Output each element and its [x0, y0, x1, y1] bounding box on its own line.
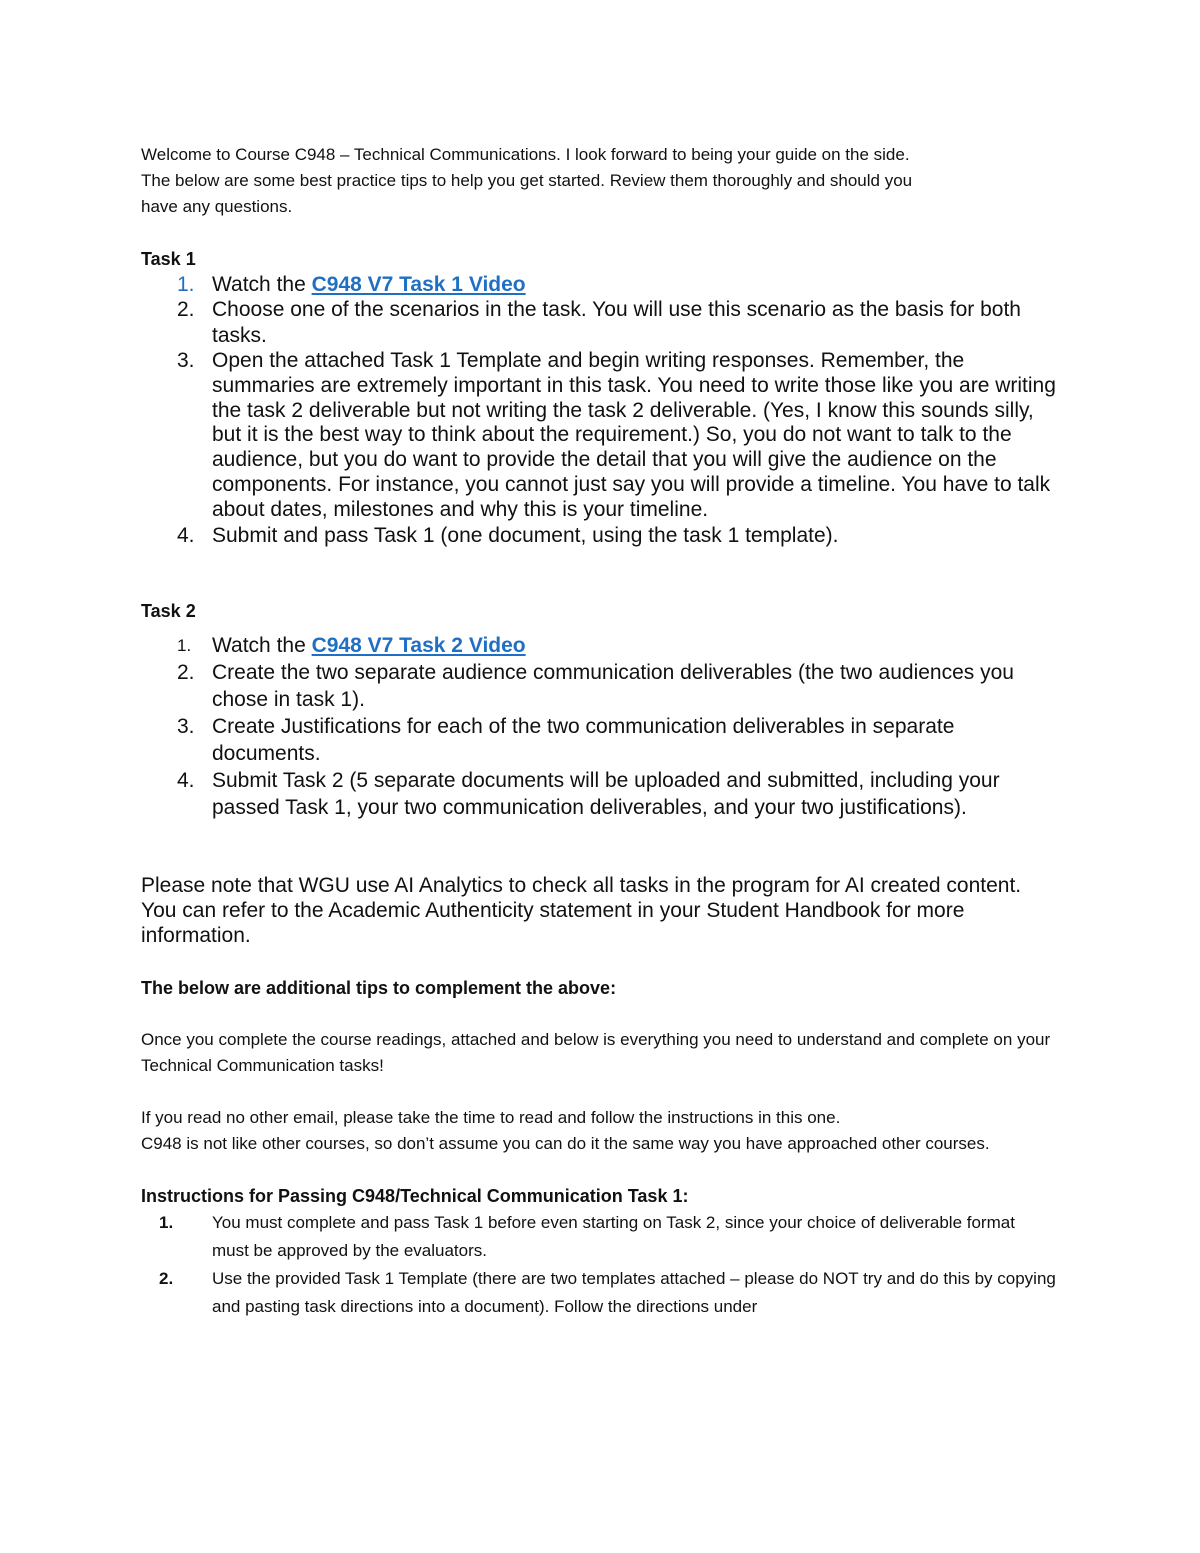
course-readings-paragraph: Once you complete the course readings, attached and below is everything you need to understand and complete on your Technical Communication tasks! [141, 1029, 1051, 1075]
spacer [141, 1079, 1056, 1105]
list-number: 1. [177, 635, 192, 655]
task2-item-3 [141, 713, 1056, 767]
ai-analytics-note: Please note that WGU use AI Analytics to check all tasks in the program for AI created content. You can refer to the Academic Authenticity statement in your Student Handbook for more information. [141, 873, 1022, 947]
task1-heading: Task 1 [141, 249, 196, 269]
task1-item-3 [141, 349, 1056, 523]
task2-item-1 [141, 632, 1056, 659]
spacer [141, 1001, 1056, 1027]
list-number: 1. [159, 1212, 174, 1232]
instruction-item-2 [141, 1265, 1056, 1321]
instructions-list [141, 1209, 1056, 1321]
list-number: 3. [177, 349, 195, 372]
item-text: Create the two separate audience communication deliverables (the two audiences you chose in task 1). [212, 660, 1014, 711]
additional-tips-heading: The below are additional tips to complement the above: [141, 977, 617, 998]
task2-heading: Task 2 [141, 600, 196, 621]
instruction-item-1 [141, 1209, 1056, 1265]
list-number: 4. [177, 768, 195, 792]
task2-item-2 [141, 659, 1056, 713]
list-number: 1. [177, 273, 195, 296]
spacer [141, 624, 1056, 632]
list-number: 3. [177, 714, 195, 738]
item-prefix: Watch the [212, 273, 312, 296]
document-body [141, 142, 1056, 1321]
task1-video-link[interactable]: C948 V7 Task 1 Video [311, 273, 526, 296]
spacer [141, 548, 1056, 598]
item-text: You must complete and pass Task 1 before even starting on Task 2, since your choice of deliverable format must be approved by the evaluators. [212, 1212, 1015, 1260]
item-text: Use the provided Task 1 Template (there are two templates attached – please do NOT try and do this by copying and pasting task directions into a document). Follow the directions under [212, 1268, 1056, 1316]
item-text: Create Justifications for each of the two communication deliverables in separate documents. [212, 714, 955, 765]
read-email-line: If you read no other email, please take the time to read and follow the instructions in this one. [141, 1107, 841, 1127]
item-text: Open the attached Task 1 Template and begin writing responses. Remember, the summaries are extremely important in this task. You need to write those like you are writing the task 2 deliverable but not writing the task 2 deliverable. (Yes, I know this sounds silly, but it is the best way to think about the requirement.) So, you do not want to talk to the audience, but you do want to provide the detail that you will give the audience on the components. For instance, you cannot just say you will provide a timeline. You have to talk about dates, milestones and why this is your timeline. [212, 349, 1056, 521]
instructions-heading: Instructions for Passing C948/Technical Communication Task 1: [141, 1185, 689, 1206]
spacer [141, 821, 1056, 873]
item-text: Choose one of the scenarios in the task. You will use this scenario as the basis for both tasks. [212, 298, 1021, 347]
intro-line-3: have any questions. [141, 197, 293, 216]
not-like-other-courses-line: C948 is not like other courses, so don’t assume you can do it the same way you have approached other courses. [141, 1133, 990, 1153]
list-number: 2. [177, 298, 195, 321]
intro-line-2: The below are some best practice tips to help you get started. Review them thoroughly and should you [141, 171, 913, 190]
item-text: Submit and pass Task 1 (one document, using the task 1 template). [212, 523, 839, 547]
task2-item-4 [141, 767, 1056, 821]
intro-paragraph [141, 142, 1056, 220]
intro-line-1: Welcome to Course C948 – Technical Communications. I look forward to being your guide on the side. [141, 145, 910, 164]
list-number: 2. [177, 660, 195, 684]
item-prefix: Watch the [212, 633, 312, 657]
task1-list [141, 272, 1056, 548]
task2-video-link[interactable]: C948 V7 Task 2 Video [311, 633, 526, 657]
task1-item-2 [141, 297, 1056, 349]
task2-list [141, 632, 1056, 821]
spacer [141, 1157, 1056, 1183]
list-number: 2. [159, 1268, 174, 1288]
task1-item-4 [141, 523, 1056, 548]
item-text: Submit Task 2 (5 separate documents will be uploaded and submitted, including your passed Task 1, your two communication deliverables, and your two justifications). [212, 768, 1000, 819]
list-number: 4. [177, 523, 195, 547]
task1-item-1 [141, 272, 1056, 297]
